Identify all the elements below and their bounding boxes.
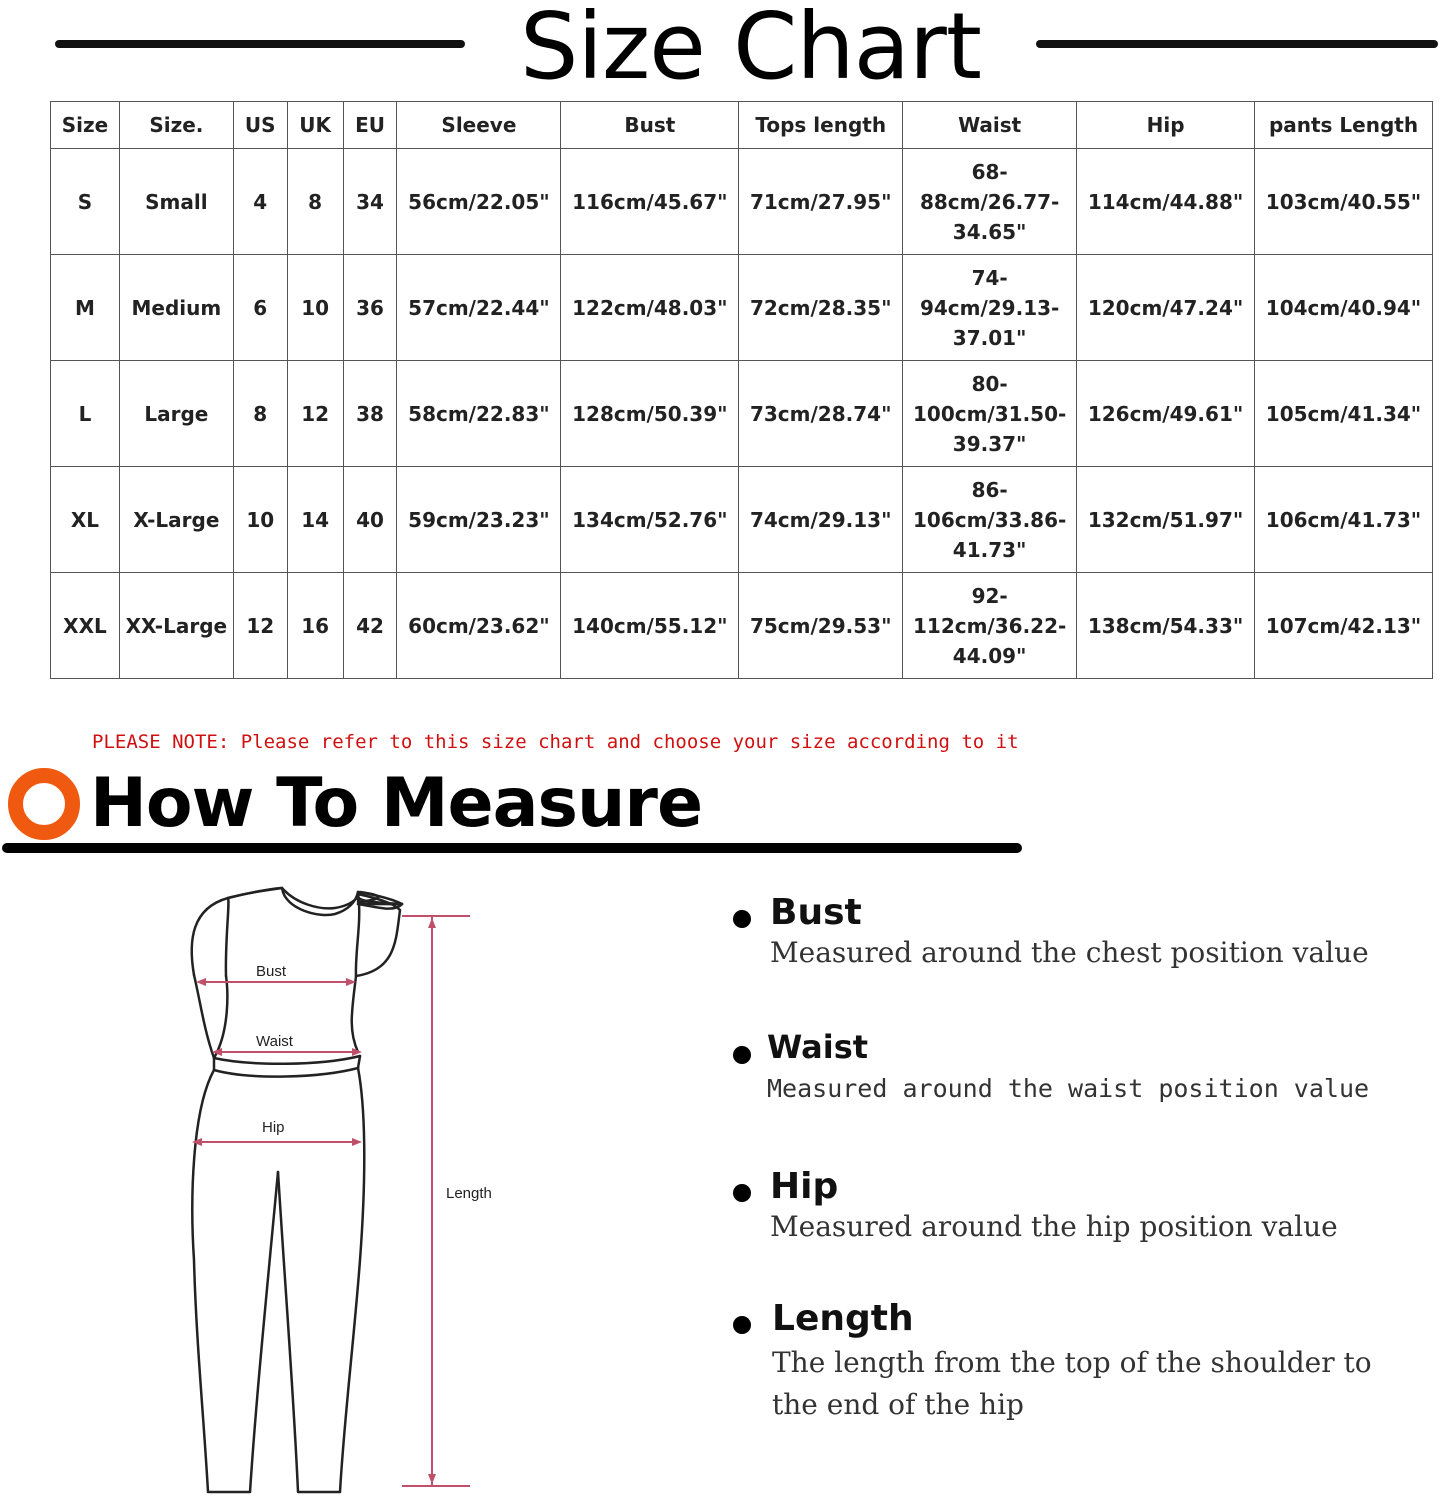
- table-cell: 103cm/40.55": [1255, 149, 1433, 255]
- header-eu: EU: [343, 102, 397, 149]
- page-title: Size Chart: [520, 0, 981, 100]
- length-description: The length from the top of the shoulder to: [772, 1346, 1372, 1379]
- table-cell: 72cm/28.35": [739, 255, 903, 361]
- length-heading: Length: [772, 1298, 914, 1339]
- header-pants-length: pants Length: [1255, 102, 1433, 149]
- bust-heading: Bust: [770, 892, 862, 933]
- table-header-row: [51, 102, 1433, 149]
- table-cell: 8: [287, 149, 343, 255]
- header-size: Size: [51, 102, 120, 149]
- table-cell: 74cm/29.13": [739, 467, 903, 573]
- table-cell: 126cm/49.61": [1077, 361, 1255, 467]
- measure-lines: [196, 916, 470, 1486]
- table-cell: 104cm/40.94": [1255, 255, 1433, 361]
- table-cell: 107cm/42.13": [1255, 573, 1433, 679]
- table-cell: 73cm/28.74": [739, 361, 903, 467]
- table-cell: 10: [287, 255, 343, 361]
- garment-diagram: [170, 880, 530, 1500]
- table-cell: 40: [343, 467, 397, 573]
- length-label: Length: [446, 1185, 492, 1202]
- table-cell: 105cm/41.34": [1255, 361, 1433, 467]
- table-cell: M: [51, 255, 120, 361]
- table-cell: 122cm/48.03": [561, 255, 739, 361]
- table-cell: L: [51, 361, 120, 467]
- table-cell: 8: [233, 361, 287, 467]
- jumpsuit-outline-icon: [192, 888, 402, 1492]
- table-row: [51, 573, 1433, 679]
- table-cell: 128cm/50.39": [561, 361, 739, 467]
- size-note: PLEASE NOTE: Please refer to this size chart and choose your size according to it: [92, 731, 1019, 753]
- size-table: [50, 101, 1433, 679]
- table-cell: 60cm/23.62": [397, 573, 561, 679]
- table-cell: 68-88cm/26.77-34.65": [903, 149, 1077, 255]
- table-cell: 59cm/23.23": [397, 467, 561, 573]
- table-cell: 12: [233, 573, 287, 679]
- header-sleeve: Sleeve: [397, 102, 561, 149]
- table-cell: 106cm/41.73": [1255, 467, 1433, 573]
- table-cell: XL: [51, 467, 120, 573]
- bullet-dot-icon: [733, 1046, 751, 1064]
- table-cell: 71cm/27.95": [739, 149, 903, 255]
- circle-bullet-icon: [8, 768, 80, 840]
- table-cell: Small: [119, 149, 233, 255]
- size-chart-header: [0, 0, 1446, 100]
- title-rule-left: [55, 40, 465, 48]
- header-size-name: Size.: [119, 102, 233, 149]
- table-cell: 42: [343, 573, 397, 679]
- bullet-dot-icon: [733, 910, 751, 928]
- header-tops-length: Tops length: [739, 102, 903, 149]
- header-bust: Bust: [561, 102, 739, 149]
- bullet-dot-icon: [733, 1184, 751, 1202]
- table-cell: 132cm/51.97": [1077, 467, 1255, 573]
- hip-description: Measured around the hip position value: [770, 1210, 1338, 1243]
- hip-heading: Hip: [770, 1166, 839, 1207]
- section-rule: [2, 843, 1022, 853]
- table-cell: 6: [233, 255, 287, 361]
- table-cell: 92-112cm/36.22-44.09": [903, 573, 1077, 679]
- table-cell: 74-94cm/29.13-37.01": [903, 255, 1077, 361]
- table-cell: 80-100cm/31.50-39.37": [903, 361, 1077, 467]
- table-cell: 75cm/29.53": [739, 573, 903, 679]
- table-row: [51, 361, 1433, 467]
- table-cell: 114cm/44.88": [1077, 149, 1255, 255]
- table-cell: 4: [233, 149, 287, 255]
- waist-heading: Waist: [767, 1028, 869, 1066]
- table-row: [51, 255, 1433, 361]
- table-cell: 12: [287, 361, 343, 467]
- table-cell: 116cm/45.67": [561, 149, 739, 255]
- arrow-heads: [192, 918, 436, 1484]
- table-cell: 16: [287, 573, 343, 679]
- bust-label: Bust: [256, 963, 287, 980]
- table-cell: 138cm/54.33": [1077, 573, 1255, 679]
- table-cell: 56cm/22.05": [397, 149, 561, 255]
- table-cell: XXL: [51, 573, 120, 679]
- table-row: [51, 467, 1433, 573]
- header-waist: Waist: [903, 102, 1077, 149]
- table-cell: 140cm/55.12": [561, 573, 739, 679]
- table-cell: Large: [119, 361, 233, 467]
- table-cell: 58cm/22.83": [397, 361, 561, 467]
- table-row: [51, 149, 1433, 255]
- header-hip: Hip: [1077, 102, 1255, 149]
- table-cell: S: [51, 149, 120, 255]
- table-cell: 86-106cm/33.86-41.73": [903, 467, 1077, 573]
- title-rule-right: [1036, 40, 1438, 48]
- table-cell: 38: [343, 361, 397, 467]
- header-uk: UK: [287, 102, 343, 149]
- how-to-measure-title: How To Measure: [90, 764, 703, 843]
- bullet-dot-icon: [733, 1316, 751, 1334]
- length-description-line2: the end of the hip: [772, 1388, 1024, 1421]
- table-cell: 34: [343, 149, 397, 255]
- table-cell: 14: [287, 467, 343, 573]
- table-cell: Medium: [119, 255, 233, 361]
- table-cell: 120cm/47.24": [1077, 255, 1255, 361]
- table-cell: X-Large: [119, 467, 233, 573]
- table-cell: XX-Large: [119, 573, 233, 679]
- table-cell: 57cm/22.44": [397, 255, 561, 361]
- bust-description: Measured around the chest position value: [770, 936, 1369, 969]
- header-us: US: [233, 102, 287, 149]
- table-cell: 36: [343, 255, 397, 361]
- table-cell: 10: [233, 467, 287, 573]
- table-cell: 134cm/52.76": [561, 467, 739, 573]
- waist-label: Waist: [256, 1033, 293, 1050]
- waist-description: Measured around the waist position value: [767, 1074, 1370, 1103]
- hip-label: Hip: [262, 1119, 285, 1136]
